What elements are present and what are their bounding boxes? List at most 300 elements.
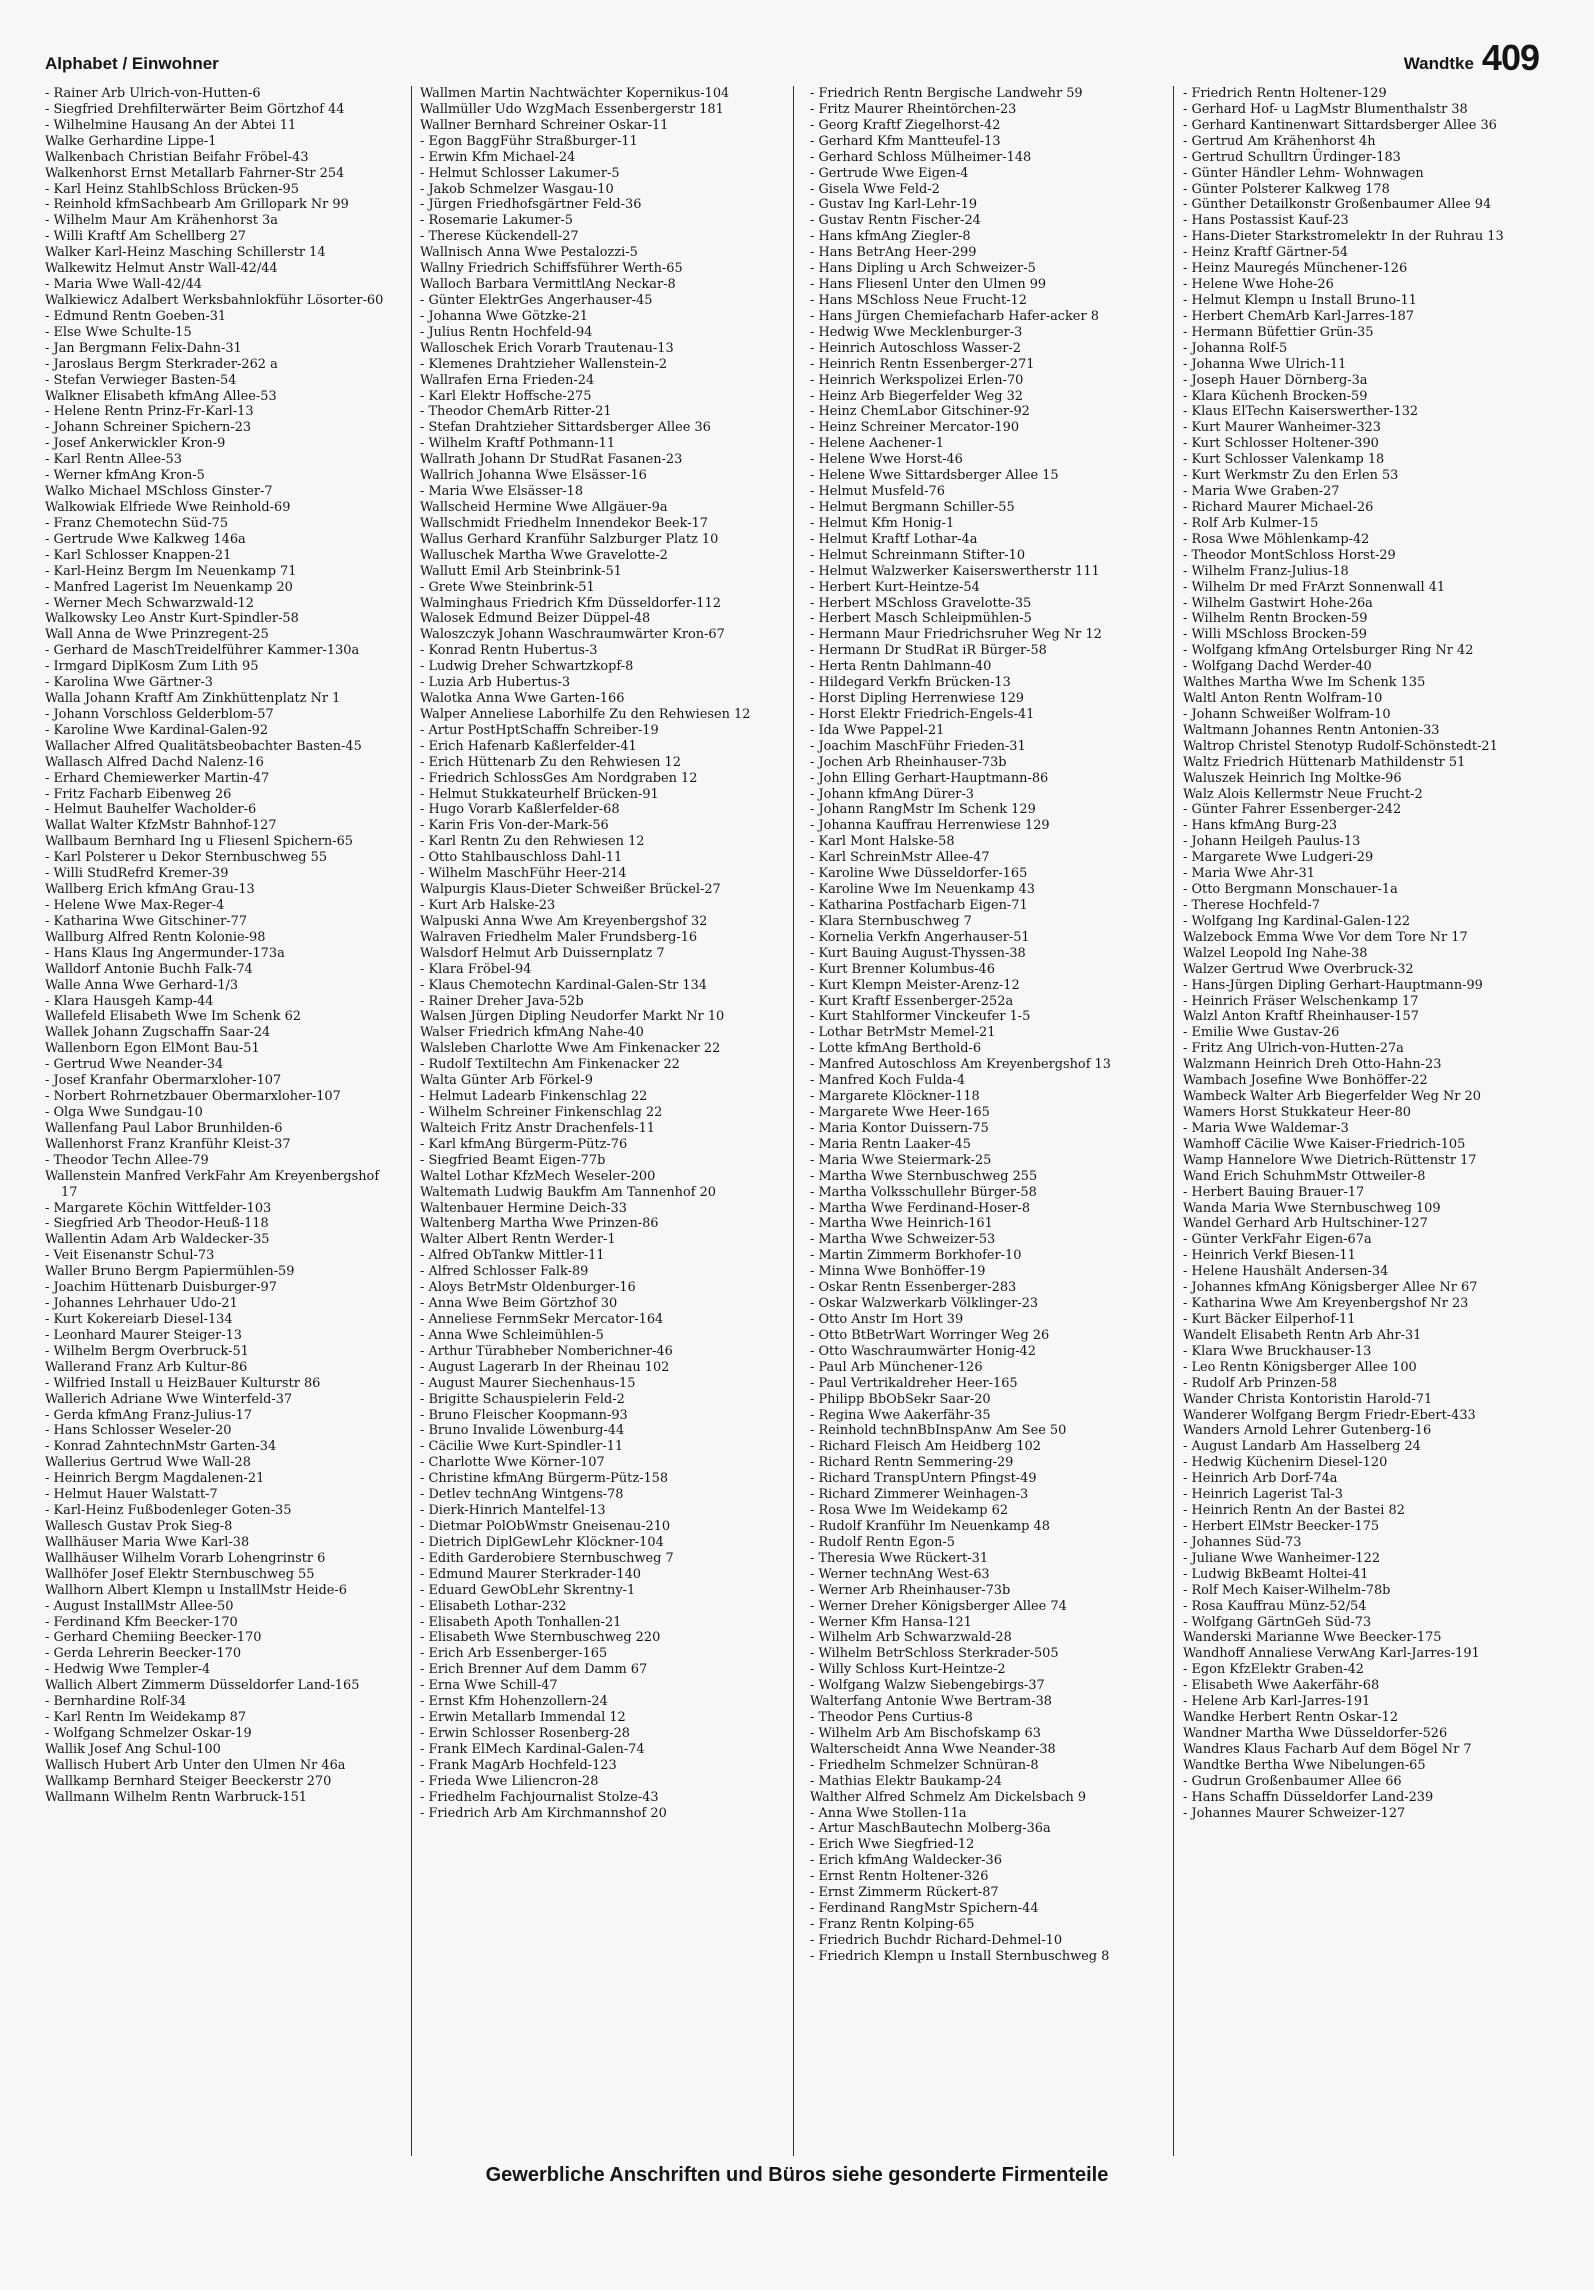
directory-entry: - Maria Wwe Wall-42/44: [45, 277, 202, 293]
directory-entry: - Hans MSchloss Neue Frucht-12: [810, 292, 1027, 308]
column-divider: [1173, 86, 1174, 2156]
directory-entry: Walle Anna Wwe Gerhard-1/3: [45, 977, 239, 993]
directory-entry: - Friedrich Buchdr Richard-Dehmel-10: [810, 1932, 1063, 1948]
column-3: [810, 86, 1205, 2156]
directory-entry: - Kurt Werkmstr Zu den Erlen 53: [1183, 468, 1399, 484]
directory-entry: - Dierk-Hinrich Mantelfel-13: [420, 1503, 606, 1519]
directory-entry: - Werner Kfm Hansa-121: [810, 1614, 972, 1630]
directory-entry: Walldorf Antonie Buchh Falk-74: [45, 961, 253, 977]
directory-entry: - Karoline Wwe Düsseldorfer-165: [810, 866, 1028, 882]
directory-entry: - Else Wwe Schulte-15: [45, 324, 192, 340]
directory-entry: - Heinrich Rentn Essenberger-271: [810, 356, 1035, 372]
directory-entry: Walta Günter Arb Förkel-9: [420, 1073, 593, 1089]
directory-entry: Walter Albert Rentn Werder-1: [420, 1232, 616, 1248]
directory-entry: - Konrad ZahntechnMstr Garten-34: [45, 1439, 277, 1455]
directory-entry: - Johannes kfmAng Königsberger Allee Nr 67: [1183, 1280, 1478, 1296]
directory-entry: Wallisch Hubert Arb Unter den Ulmen Nr 46a: [45, 1757, 346, 1773]
directory-entry: Wallefeld Elisabeth Wwe Im Schenk 62: [45, 1009, 301, 1025]
directory-entry: Wallmen Martin Nachtwächter Kopernikus-104: [420, 86, 730, 101]
directory-entry: - Günter ElektrGes Angerhauser-45: [420, 292, 653, 308]
directory-entry: Wandelt Elisabeth Rentn Arb Ahr-31: [1183, 1327, 1422, 1343]
directory-entry: Wallschmidt Friedhelm Innendekor Beek-17: [420, 515, 708, 531]
directory-entry: - Heinrich Autoschloss Wasser-2: [810, 340, 1021, 356]
directory-entry: - Edmund Rentn Goeben-31: [45, 308, 227, 324]
directory-entry: - Helmut Klempn u Install Bruno-11: [1183, 292, 1417, 308]
directory-entry: - Heinz Arb Biegerfelder Weg 32: [810, 388, 1023, 404]
directory-entry: - Fritz Facharb Eibenweg 26: [45, 786, 232, 802]
directory-entry: Wallberg Erich kfmAng Grau-13: [45, 882, 255, 898]
directory-entry: Waltl Anton Rentn Wolfram-10: [1183, 691, 1383, 707]
directory-entry: - Johann kfmAng Dürer-3: [810, 786, 974, 802]
directory-entry: Walosek Edmund Beizer Düppel-48: [420, 611, 651, 627]
directory-entry: - Hans Jürgen Chemiefacharb Hafer-acker 8: [810, 308, 1099, 324]
directory-entry: - Jaroslaus Bergm Sterkrader-262 a: [45, 356, 278, 372]
directory-entry: - Maria Rentn Laaker-45: [810, 1136, 971, 1152]
directory-entry: - Klara Fröbel-94: [420, 961, 532, 977]
directory-entry: - Günther Detailkonstr Großenbaumer Allee 94: [1183, 197, 1492, 213]
directory-entry: - Herbert Bauing Brauer-17: [1183, 1184, 1365, 1200]
directory-entry: - John Elling Gerhart-Hauptmann-86: [810, 770, 1049, 786]
column-divider: [411, 86, 412, 2156]
directory-entry: - Klemenes Drahtzieher Wallenstein-2: [420, 356, 668, 372]
directory-entry: - Karl Mont Halske-58: [810, 834, 955, 850]
directory-entry: - Frank MagArb Hochfeld-123: [420, 1757, 617, 1773]
directory-entry: - Wilhelm Gastwirt Hohe-26a: [1183, 595, 1373, 611]
directory-entry: - Hildegard Verkfn Brücken-13: [810, 675, 1011, 691]
directory-entry: - Helmut Musfeld-76: [810, 484, 945, 500]
directory-entry: - Elisabeth Wwe Aakerfähr-68: [1183, 1678, 1380, 1694]
directory-entry: - Herbert ElMstr Beecker-175: [1183, 1518, 1380, 1534]
directory-entry: - Karl Elektr Hoffsche-275: [420, 388, 592, 404]
directory-entry: - Edmund Maurer Sterkrader-140: [420, 1566, 641, 1582]
directory-entry: - Richard Rentn Semmering-29: [810, 1455, 1014, 1471]
column-1: [45, 86, 397, 2156]
directory-entry: - Herbert Kurt-Heintze-54: [810, 579, 980, 595]
directory-entry: - Wilhelm Dr med FrArzt Sonnenwall 41: [1183, 579, 1446, 595]
directory-entry: - Eduard GewObLehr Skrentny-1: [420, 1582, 636, 1598]
directory-entry: - Karl Rentn Im Weidekamp 87: [45, 1710, 247, 1726]
directory-entry: Wallik Josef Ang Schul-100: [45, 1741, 221, 1757]
directory-entry: - Karl Polsterer u Dekor Sternbuschweg 55: [45, 850, 328, 866]
directory-entry: - Elisabeth Lothar-232: [420, 1598, 567, 1614]
directory-entry: - Gudrun Großenbaumer Allee 66: [1183, 1773, 1402, 1789]
directory-entry: - Martha Wwe Ferdinand-Hoser-8: [810, 1200, 1031, 1216]
directory-entry: - Gerda kfmAng Franz-Julius-17: [45, 1407, 252, 1423]
directory-entry: - Artur PostHptSchaffn Schreiber-19: [420, 722, 659, 738]
directory-entry: - Herbert ChemArb Karl-Jarres-187: [1183, 308, 1414, 324]
directory-entry: - Hans Klaus Ing Angermunder-173a: [45, 945, 285, 961]
directory-entry: - Martha Wwe Sternbuschweg 255: [810, 1168, 1038, 1184]
directory-entry: - Anna Wwe Stollen-11a: [810, 1805, 967, 1821]
directory-entry: Walzl Anton Kraftf Rheinhauser-157: [1183, 1009, 1419, 1025]
directory-entry: - Johanna Rolf-5: [1183, 340, 1288, 356]
directory-entry: - Helmut Schlosser Lakumer-5: [420, 165, 620, 181]
directory-entry: Wallus Gerhard Kranführ Salzburger Platz 10: [420, 531, 719, 547]
directory-entry: - Heinz ChemLabor Gitschiner-92: [810, 404, 1030, 420]
directory-entry: Wallerand Franz Arb Kultur-86: [45, 1359, 248, 1375]
directory-entry: - Hans kfmAng Ziegler-8: [810, 229, 971, 245]
directory-entry: - Gertrud Am Krähenhorst 4h: [1183, 133, 1376, 149]
directory-entry: - Alfred ObTankw Mittler-11: [420, 1248, 605, 1264]
directory-entry: - Grete Wwe Steinbrink-51: [420, 579, 595, 595]
directory-entry: - Siegfried Drehfilterwärter Beim Görtzhof 44: [45, 101, 345, 117]
directory-entry: - Helene Rentn Prinz-Fr-Karl-13: [45, 404, 254, 420]
directory-entry: - Mathias Elektr Baukamp-24: [810, 1773, 1002, 1789]
directory-entry: Walsleben Charlotte Wwe Am Finkenacker 22: [420, 1041, 721, 1057]
directory-entry: - Bruno Invalide Löwenburg-44: [420, 1423, 625, 1439]
directory-entry: - Klara Sternbuschweg 7: [810, 913, 972, 929]
directory-entry: - Rosa Wwe Im Weidekamp 62: [810, 1503, 1009, 1519]
directory-entry: Waloszczyk Johann Waschraumwärter Kron-67: [420, 627, 725, 643]
directory-entry: - Bruno Fleischer Koopmann-93: [420, 1407, 628, 1423]
directory-entry: - Rosa Wwe Möhlenkamp-42: [1183, 531, 1370, 547]
directory-entry: - Helmut Schreinmann Stifter-10: [810, 547, 1026, 563]
directory-entry: Wamhoff Cäcilie Wwe Kaiser-Friedrich-105: [1183, 1136, 1466, 1152]
page-header: [45, 37, 1539, 80]
directory-entry: Wandke Herbert Rentn Oskar-12: [1183, 1710, 1399, 1726]
directory-entry: - Johannes Süd-73: [1183, 1534, 1302, 1550]
directory-entry: Wandhoff Annaliese VerwAng Karl-Jarres-191: [1183, 1646, 1480, 1662]
directory-entry: - Hermann Maur Friedrichsruher Weg Nr 12: [810, 627, 1102, 643]
directory-entry: - Willi StudRefrd Kremer-39: [45, 866, 229, 882]
directory-entry: - Otto Stahlbauschloss Dahl-11: [420, 850, 623, 866]
directory-entry: - Klara Hausgeh Kamp-44: [45, 993, 214, 1009]
directory-entry: - Ernst Rentn Holtener-326: [810, 1869, 989, 1885]
directory-entry: Wallesch Gustav Prok Sieg-8: [45, 1518, 233, 1534]
directory-entry: Wallasch Alfred Dachd Nalenz-16: [45, 754, 264, 770]
directory-entry: - Johanna Wwe Ulrich-11: [1183, 356, 1347, 372]
directory-entry: - Werner technAng West-63: [810, 1566, 990, 1582]
directory-entry: - Jochen Arb Rheinhauser-73b: [810, 754, 1007, 770]
directory-entry: Wallhorn Albert Klempn u InstallMstr Heide-6: [45, 1582, 347, 1598]
directory-entry: - Günter Polsterer Kalkweg 178: [1183, 181, 1390, 197]
directory-entry: - Hans Dipling u Arch Schweizer-5: [810, 261, 1036, 277]
directory-entry: Wallerich Adriane Wwe Winterfeld-37: [45, 1391, 293, 1407]
directory-entry: - Erich Hafenarb Kaßlerfelder-41: [420, 738, 637, 754]
directory-entry: - Helmut Bauhelfer Wacholder-6: [45, 802, 257, 818]
directory-entry: - Gertrud Wwe Neander-34: [45, 1057, 224, 1073]
directory-entry: - Stefan Drahtzieher Sittardsberger Allee 36: [420, 420, 711, 436]
directory-entry: - Wolfgang Ing Kardinal-Galen-122: [1183, 913, 1411, 929]
directory-entry: - Karl kfmAng Bürgerm-Pütz-76: [420, 1136, 628, 1152]
directory-entry: - Wilhelm Schreiner Finkenschlag 22: [420, 1105, 663, 1120]
directory-entry: - Franz Chemotechn Süd-75: [45, 515, 229, 531]
directory-entry: - Edith Garderobiere Sternbuschweg 7: [420, 1550, 674, 1566]
directory-entry: - Oskar Walzwerkarb Völklinger-23: [810, 1296, 1039, 1312]
directory-entry: - Friedrich SchlossGes Am Nordgraben 12: [420, 770, 698, 786]
column-divider: [793, 86, 794, 2156]
directory-entry: - Margarete Klöckner-118: [810, 1089, 980, 1105]
directory-entry: Waluszek Heinrich Ing Moltke-96: [1183, 770, 1402, 786]
directory-entry: - August InstallMstr Allee-50: [45, 1598, 234, 1614]
directory-entry: - Anna Wwe Beim Görtzhof 30: [420, 1296, 618, 1312]
directory-entry: - Heinrich Fräser Welschenkamp 17: [1183, 993, 1419, 1009]
directory-entry: - Katharina Wwe Am Kreyenbergshof Nr 23: [1183, 1296, 1469, 1312]
directory-entry: Wall Anna de Wwe Prinzregent-25: [45, 627, 269, 643]
directory-entry: - Ferdinand Kfm Beecker-170: [45, 1614, 238, 1630]
footer-note: Gewerbliche Anschriften und Büros siehe gesonderte Firmenteile: [485, 2164, 1109, 2186]
directory-entry: - Friedrich Rentn Holtener-129: [1183, 86, 1387, 101]
directory-entry: - Lothar BetrMstr Memel-21: [810, 1025, 996, 1041]
header-right: [1403, 37, 1539, 78]
directory-entry: - Siegfried Arb Theodor-Heuß-118: [45, 1216, 269, 1232]
directory-entry: - Cäcilie Wwe Kurt-Spindler-11: [420, 1439, 624, 1455]
directory-entry: - Hedwig Küchenirn Diesel-120: [1183, 1455, 1388, 1471]
directory-entry: - Joachim Hüttenarb Duisburger-97: [45, 1280, 277, 1296]
directory-entry: - Katharina Postfacharb Eigen-71: [810, 898, 1028, 914]
directory-entry: - Otto Anstr Im Hort 39: [810, 1311, 964, 1327]
directory-entry: - Rudolf Arb Prinzen-58: [1183, 1375, 1338, 1391]
directory-entry: Walpurgis Klaus-Dieter Schweißer Brückel-27: [420, 882, 721, 898]
directory-entry: - Heinz Mauregés Münchener-126: [1183, 261, 1408, 277]
directory-entry: - Ferdinand RangMstr Spichern-44: [810, 1901, 1039, 1917]
directory-entry: - Irmgard DiplKosm Zum Lith 95: [45, 659, 259, 675]
directory-entry: - Wilhelm Kraftf Pothmann-11: [420, 436, 616, 452]
directory-entry: - Klara Küchenh Brocken-59: [1183, 388, 1368, 404]
directory-entry: - Erich Arb Essenberger-165: [420, 1646, 608, 1662]
directory-entry: - Johannes Maurer Schweizer-127: [1183, 1805, 1406, 1821]
directory-entry: Wallkamp Bernhard Steiger Beeckerstr 270: [45, 1773, 332, 1789]
directory-entry: - Johanna Wwe Götzke-21: [420, 308, 588, 324]
directory-entry: - August Maurer Siechenhaus-15: [420, 1375, 636, 1391]
directory-entry: - Kurt Klempn Meister-Arenz-12: [810, 977, 1020, 993]
directory-entry: - Erna Wwe Schill-47: [420, 1678, 558, 1694]
directory-entry: - Maria Kontor Duissern-75: [810, 1120, 989, 1136]
directory-entry: Waltmann Johannes Rentn Antonien-33: [1183, 722, 1440, 738]
directory-entry: - Herbert MSchloss Gravelotte-35: [810, 595, 1032, 611]
directory-entry: - Wilhelmine Hausang An der Abtei 11: [45, 117, 297, 133]
directory-entry: - Helene Wwe Horst-46: [810, 452, 963, 468]
directory-entry: - Therese Hochfeld-7: [1183, 898, 1320, 914]
directory-entry: - Gerhard Kfm Mantteufel-13: [810, 133, 1001, 149]
directory-entry: Waltrop Christel Stenotyp Rudolf-Schönstedt-21: [1183, 738, 1498, 754]
directory-entry: - Karl-Heinz Fußbodenleger Goten-35: [45, 1503, 292, 1519]
directory-entry: Wallbaum Bernhard Ing u Fliesenl Spichern-65: [45, 834, 353, 850]
directory-entry: - Leo Rentn Königsberger Allee 100: [1183, 1359, 1417, 1375]
directory-entry: - Helene Arb Karl-Jarres-191: [1183, 1694, 1371, 1710]
directory-entry: Wallmüller Udo WzgMach Essenbergerstr 181: [420, 101, 724, 117]
directory-entry: - Klaus Chemotechn Kardinal-Galen-Str 134: [420, 977, 707, 993]
directory-entry: - Johann Heilgeh Paulus-13: [1183, 834, 1361, 850]
directory-entry: - Johannes Lehrhauer Udo-21: [45, 1296, 238, 1312]
directory-entry: - Margarete Wwe Heer-165: [810, 1105, 990, 1120]
directory-entry: - Minna Wwe Bonhöffer-19: [810, 1264, 986, 1280]
directory-entry: - Luzia Arb Hubertus-3: [420, 675, 571, 691]
directory-entry: - Brigitte Schauspielerin Feld-2: [420, 1391, 625, 1407]
directory-entry: - Kurt Brenner Kolumbus-46: [810, 961, 995, 977]
directory-entry: - Karin Fris Von-der-Mark-56: [420, 818, 609, 834]
directory-entry: Wallenhorst Franz Kranführ Kleist-37: [45, 1136, 291, 1152]
directory-entry: - Josef Ankerwickler Kron-9: [45, 436, 226, 452]
directory-entry: - Erwin Kfm Michael-24: [420, 149, 576, 165]
directory-entry: - Maria Wwe Ahr-31: [1183, 866, 1315, 882]
directory-entry: - Heinrich Rentn An der Bastei 82: [1183, 1503, 1405, 1519]
directory-entry: - Gerhard Hof- u LagMstr Blumenthalstr 38: [1183, 101, 1468, 117]
directory-entry: Wandner Martha Wwe Düsseldorfer-526: [1183, 1725, 1448, 1741]
directory-entry: Walkowsky Leo Anstr Kurt-Spindler-58: [45, 611, 299, 627]
directory-entry: - Karl SchreinMstr Allee-47: [810, 850, 990, 866]
directory-entry: - Oskar Rentn Essenberger-283: [810, 1280, 1017, 1296]
directory-entry: Wallat Walter KfzMstr Bahnhof-127: [45, 818, 277, 834]
directory-entry: - Martha Wwe Heinrich-161: [810, 1216, 993, 1232]
directory-entry: - Herbert Masch Schleipmühlen-5: [810, 611, 1032, 627]
directory-entry: - Günter VerkFahr Eigen-67a: [1183, 1232, 1372, 1248]
directory-entry: Wallnisch Anna Wwe Pestalozzi-5: [420, 245, 638, 261]
directory-entry: - Wilhelm MaschFühr Heer-214: [420, 866, 627, 882]
directory-entry: Walkenhorst Ernst Metallarb Fahrner-Str 254: [45, 165, 345, 181]
directory-entry: - Wilhelm Arb Am Bischofskamp 63: [810, 1725, 1041, 1741]
directory-entry: - Helene Aachener-1: [810, 436, 944, 452]
directory-entry: - Maria Wwe Waldemar-3: [1183, 1120, 1349, 1136]
directory-entry: Walpuski Anna Wwe Am Kreyenbergshof 32: [420, 913, 708, 929]
directory-entry: - Werner kfmAng Kron-5: [45, 468, 205, 484]
directory-entry: - Leonhard Maurer Steiger-13: [45, 1327, 243, 1343]
directory-entry: - Julius Rentn Hochfeld-94: [420, 324, 593, 340]
directory-entry: Walzer Gertrud Wwe Overbruck-32: [1183, 961, 1414, 977]
directory-entry: - Wolfgang Schmelzer Oskar-19: [45, 1725, 252, 1741]
directory-entry: - Manfred Autoschloss Am Kreyenbergshof 13: [810, 1057, 1111, 1073]
directory-entry: - Hans-Jürgen Dipling Gerhart-Hauptmann-99: [1183, 977, 1483, 993]
directory-entry: Wambach Josefine Wwe Bonhöffer-22: [1183, 1073, 1428, 1089]
directory-entry: Wandtke Bertha Wwe Nibelungen-65: [1183, 1757, 1426, 1773]
directory-entry: - Hans Fliesenl Unter den Ulmen 99: [810, 277, 1047, 293]
directory-entry: - Heinrich Lagerist Tal-3: [1183, 1487, 1343, 1503]
directory-entry: - Kurt Schlosser Valenkamp 18: [1183, 452, 1385, 468]
directory-entry: - Franz Rentn Kolping-65: [810, 1917, 975, 1933]
directory-entry: Waltemath Ludwig Baukfm Am Tannenhof 20: [420, 1184, 716, 1200]
directory-entry: Walz Alois Kellermstr Neue Frucht-2: [1183, 786, 1423, 802]
directory-entry: Walla Johann Kraftf Am Zinkhüttenplatz Nr 1: [45, 691, 341, 707]
directory-columns: [45, 86, 1545, 2156]
directory-entry: Wanders Arnold Lehrer Gutenberg-16: [1183, 1423, 1432, 1439]
directory-entry: - Gerhard Chemiing Beecker-170: [45, 1630, 262, 1646]
directory-entry: - Rainer Arb Ulrich-von-Hutten-6: [45, 86, 261, 101]
directory-entry: - Heinrich Werkspolizei Erlen-70: [810, 372, 1024, 388]
directory-entry: - Gustav Rentn Fischer-24: [810, 213, 981, 229]
directory-entry: - Erich kfmAng Waldecker-36: [810, 1853, 1002, 1869]
directory-entry: - Karoline Wwe Kardinal-Galen-92: [45, 722, 269, 738]
directory-entry: Wallrath Johann Dr StudRat Fasanen-23: [420, 452, 683, 468]
directory-entry: - Georg Kraftf Ziegelhorst-42: [810, 117, 1001, 133]
directory-entry: - Kurt Kokereiarb Diesel-134: [45, 1311, 233, 1327]
directory-entry: - Klaus ElTechn Kaiserswerther-132: [1183, 404, 1419, 420]
directory-entry: Wallscheid Hermine Wwe Allgäuer-9a: [420, 499, 668, 515]
directory-entry: - Christine kfmAng Bürgerm-Pütz-158: [420, 1471, 669, 1487]
directory-entry: - Arthur Türabheber Nomberichner-46: [420, 1343, 673, 1359]
directory-entry: - Gertrude Wwe Eigen-4: [810, 165, 969, 181]
directory-entry: Wallburg Alfred Rentn Kolonie-98: [45, 929, 266, 945]
directory-entry: Wallrafen Erna Frieden-24: [420, 372, 595, 388]
directory-entry: - Helene Haushält Andersen-34: [1183, 1264, 1389, 1280]
directory-entry: - August Landarb Am Hasselberg 24: [1183, 1439, 1421, 1455]
directory-entry: Walloch Barbara VermittlAng Neckar-8: [420, 277, 676, 293]
directory-entry: - Richard TranspUntern Pfingst-49: [810, 1471, 1037, 1487]
directory-entry: - Erwin Schlosser Rosenberg-28: [420, 1725, 631, 1741]
directory-entry: - Erich Hüttenarb Zu den Rehwiesen 12: [420, 754, 681, 770]
directory-entry: - Kurt Schlosser Holtener-390: [1183, 436, 1379, 452]
directory-entry: Wand Erich SchuhmMstr Ottweiler-8: [1183, 1168, 1426, 1184]
directory-entry: - Rolf Arb Kulmer-15: [1183, 515, 1319, 531]
directory-entry: Walotka Anna Wwe Garten-166: [420, 691, 625, 707]
directory-entry: Walzmann Heinrich Dreh Otto-Hahn-23: [1183, 1057, 1442, 1073]
directory-entry: Wallacher Alfred Qualitätsbeobachter Basten-45: [45, 738, 362, 754]
directory-entry: - Karolina Wwe Gärtner-3: [45, 675, 214, 691]
directory-entry: - Richard Maurer Michael-26: [1183, 499, 1374, 515]
directory-entry: - Wilfried Install u HeizBauer Kulturstr 86: [45, 1375, 321, 1391]
directory-entry: - August Lagerarb In der Rheinau 102: [420, 1359, 670, 1375]
directory-entry: - Karl Rentn Allee-53: [45, 452, 182, 468]
directory-entry: - Helmut Kfm Honig-1: [810, 515, 955, 531]
directory-entry: Wallrich Johanna Wwe Elsässer-16: [420, 468, 647, 484]
directory-entry: - Wilhelm Rentn Brocken-59: [1183, 611, 1368, 627]
directory-entry: - Gerhard Kantinenwart Sittardsberger Allee 36: [1183, 117, 1497, 133]
directory-entry: - Gerhard Schloss Mülheimer-148: [810, 149, 1032, 165]
directory-entry: Walther Alfred Schmelz Am Dickelsbach 9: [810, 1789, 1087, 1805]
directory-entry: - Reinhold technBbInspAnw Am See 50: [810, 1423, 1067, 1439]
directory-entry: Waller Bruno Bergm Papiermühlen-59: [45, 1264, 295, 1280]
directory-entry: - Wilhelm Arb Schwarzwald-28: [810, 1630, 1012, 1646]
directory-entry: - Egon KfzElektr Graben-42: [1183, 1662, 1364, 1678]
directory-entry: - Hermann Dr StudRat iR Bürger-58: [810, 643, 1047, 659]
directory-entry: Walser Friedrich kfmAng Nahe-40: [420, 1025, 644, 1041]
directory-entry: Wallutt Emil Arb Steinbrink-51: [420, 563, 622, 579]
directory-entry: - Rudolf Rentn Egon-5: [810, 1534, 955, 1550]
directory-entry: - Regina Wwe Aakerfähr-35: [810, 1407, 991, 1423]
directory-entry: Waltenberg Martha Wwe Prinzen-86: [420, 1216, 659, 1232]
directory-entry: - Hans Postassist Kauf-23: [1183, 213, 1349, 229]
directory-entry: - Rudolf Kranführ Im Neuenkamp 48: [810, 1518, 1050, 1534]
directory-entry: - Hedwig Wwe Mecklenburger-3: [810, 324, 1023, 340]
directory-entry: - Rosemarie Lakumer-5: [420, 213, 574, 229]
directory-entry: - Wilhelm Franz-Julius-18: [1183, 563, 1349, 579]
directory-entry: Walterfang Antonie Wwe Bertram-38: [810, 1694, 1053, 1710]
directory-entry: - Hugo Vorarb Kaßlerfelder-68: [420, 802, 620, 818]
directory-entry: - Jakob Schmelzer Wasgau-10: [420, 181, 614, 197]
directory-entry: - Gerhard de MaschTreidelführer Kammer-130a: [45, 643, 360, 659]
directory-entry: Walkowiak Elfriede Wwe Reinhold-69: [45, 499, 291, 515]
directory-entry: - Kurt Arb Halske-23: [420, 898, 556, 914]
directory-entry: - Stefan Verwieger Basten-54: [45, 372, 237, 388]
directory-entry: - Egon BaggFühr Straßburger-11: [420, 133, 638, 149]
directory-entry: - Hedwig Wwe Templer-4: [45, 1662, 211, 1678]
directory-entry: - Erich Brenner Auf dem Damm 67: [420, 1662, 648, 1678]
directory-entry: - Ludwig BkBeamt Holtei-41: [1183, 1566, 1369, 1582]
directory-entry: Wander Christa Kontoristin Harold-71: [1183, 1391, 1433, 1407]
directory-entry: Walloschek Erich Vorarb Trautenau-13: [420, 340, 674, 356]
directory-entry: - Helmut Stukkateurhelf Brücken-91: [420, 786, 659, 802]
directory-entry: - Elisabeth Wwe Sternbuschweg 220: [420, 1630, 661, 1646]
directory-entry: - Alfred Schlosser Falk-89: [420, 1264, 589, 1280]
directory-entry: - Horst Dipling Herrenwiese 129: [810, 691, 1024, 707]
directory-entry: - Rosa Kauffrau Münz-52/54: [1183, 1598, 1367, 1614]
directory-entry: Wallner Bernhard Schreiner Oskar-11: [420, 117, 669, 133]
directory-entry: - Johann RangMstr Im Schenk 129: [810, 802, 1036, 818]
directory-entry: - Gerda Lehrerin Beecker-170: [45, 1646, 242, 1662]
directory-entry: - Friedhelm Schmelzer Schnüran-8: [810, 1757, 1039, 1773]
directory-entry: - Werner Arb Rheinhauser-73b: [810, 1582, 1011, 1598]
directory-entry: - Wolfgang kfmAng Ortelsburger Ring Nr 42: [1183, 643, 1474, 659]
directory-entry: Walper Anneliese Laborhilfe Zu den Rehwiesen 12: [420, 706, 751, 722]
directory-entry: - Veit Eisenanstr Schul-73: [45, 1248, 215, 1264]
directory-entry: - Werner Mech Schwarzwald-12: [45, 595, 254, 611]
directory-entry: Walsdorf Helmut Arb Duissernplatz 7: [420, 945, 665, 961]
directory-entry: - Rolf Mech Kaiser-Wilhelm-78b: [1183, 1582, 1391, 1598]
directory-entry: - Heinrich Arb Dorf-74a: [1183, 1471, 1338, 1487]
directory-entry: - Hans Schlosser Weseler-20: [45, 1423, 232, 1439]
directory-entry: - Ernst Zimmerm Rückert-87: [810, 1885, 999, 1901]
directory-entry: - Karoline Wwe Im Neuenkamp 43: [810, 882, 1036, 898]
directory-entry: - Martha Wwe Schweizer-53: [810, 1232, 996, 1248]
